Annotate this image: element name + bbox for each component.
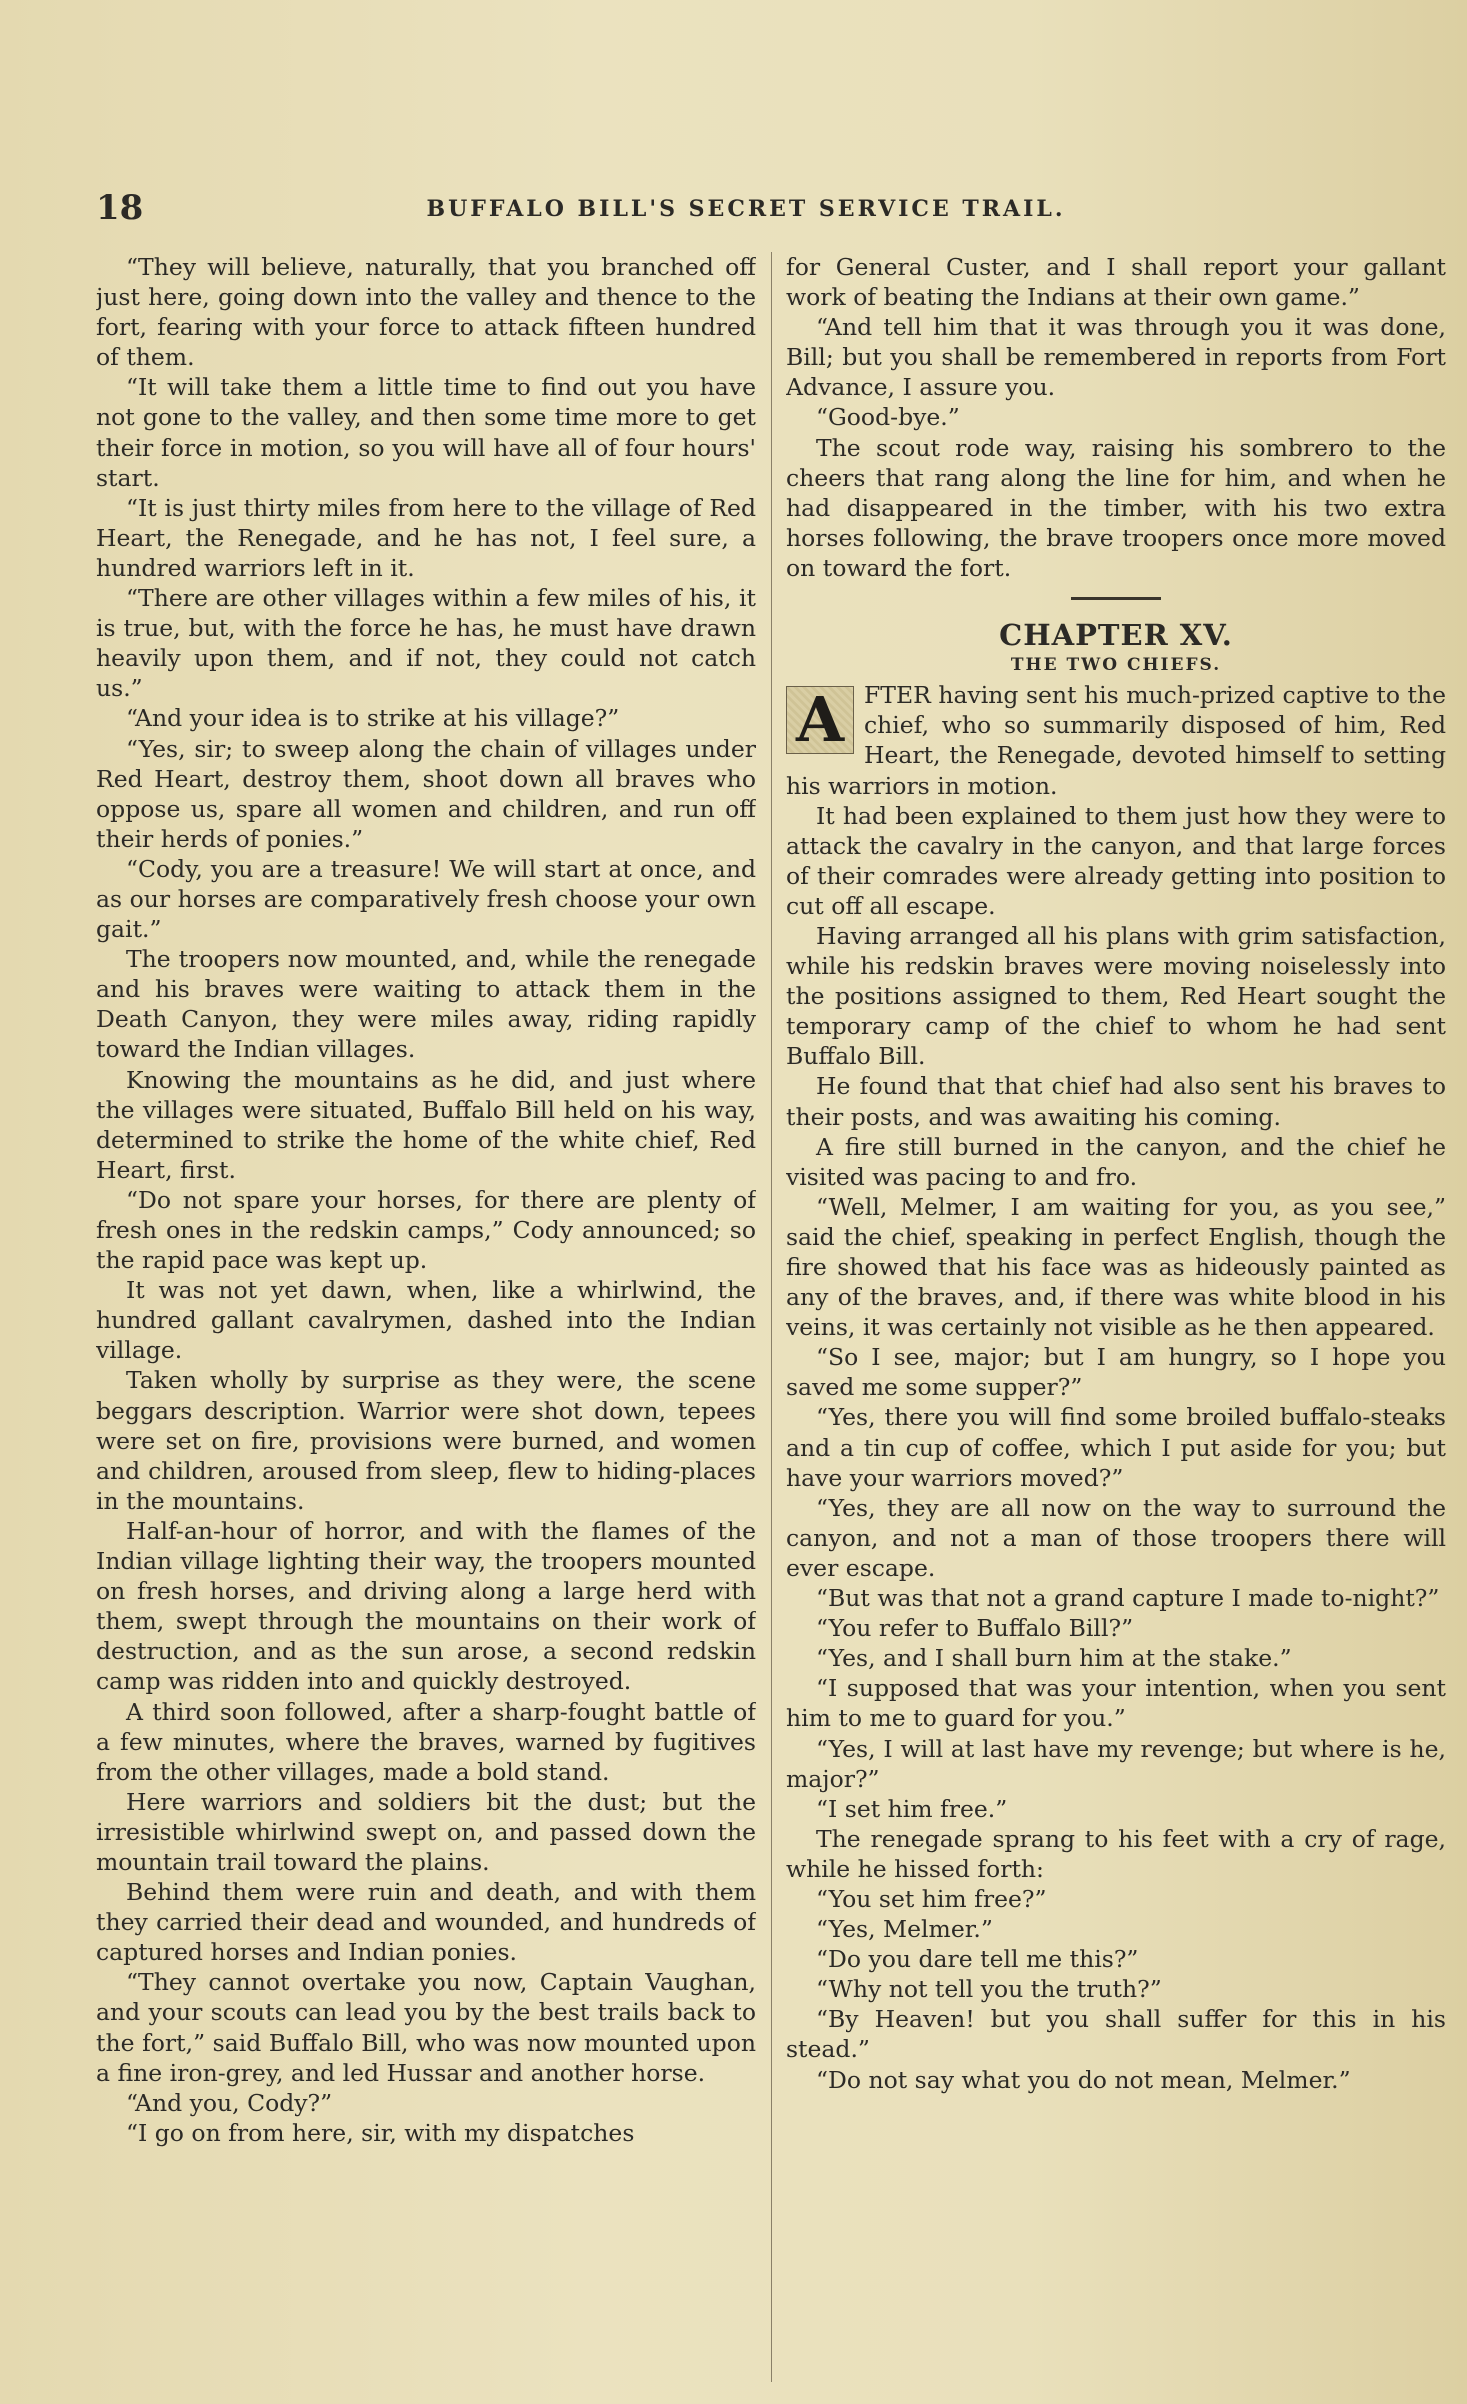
paragraph: “I supposed that was your intention, when you sent him to me to guard for you.” — [786, 1674, 1446, 1733]
paragraph: “Yes, they are all now on the way to surround the canyon, and not a man of those troopers there will ever escape. — [786, 1493, 1446, 1582]
paragraph: “You refer to Buffalo Bill?” — [816, 1614, 1134, 1643]
paragraph: “You set him free?” — [816, 1884, 1047, 1913]
paragraph: The troopers now mounted, and, while the renegade and his braves were waiting to attack them in the Death Canyon, they were miles away, riding rapidly toward the Indian villages. — [96, 945, 756, 1064]
paragraph: It was not yet dawn, when, like a whirlwind, the hundred gallant cavalrymen, dashed into the Indian village. — [96, 1276, 756, 1365]
paragraph: “And tell him that it was through you it was done, Bill; but you shall be remembered in reports from Fort Advance, I assure you. — [786, 313, 1446, 402]
left-column — [96, 252, 756, 2382]
paragraph: “Do not say what you do not mean, Melmer.” — [816, 2065, 1351, 2094]
column-divider — [771, 252, 772, 2382]
paragraph: He found that that chief had also sent his braves to their posts, and was awaiting his coming. — [786, 1072, 1446, 1131]
paragraph: A third soon followed, after a sharp-fought battle of a few minutes, where the braves, warned by fugitives from the other villages, made a bold stand. — [96, 1697, 756, 1786]
paragraph: “Good-bye.” — [816, 403, 960, 432]
paragraph: Behind them were ruin and death, and with them they carried their dead and wounded, and hundreds of captured horses and Indian ponies. — [96, 1878, 756, 1967]
paragraph: Taken wholly by surprise as they were, the scene beggars description. Warrior were shot down, tepees were set on fire, provisions were burned, and women and children, aroused from sleep, flew to hiding-places in the mountains. — [96, 1366, 756, 1515]
paragraph: A fire still burned in the canyon, and the chief he visited was pacing to and fro. — [786, 1132, 1446, 1191]
paragraph: Knowing the mountains as he did, and just where the villages were situated, Buffalo Bill held on his way, determined to strike the home of the white chief, Red Heart, first. — [96, 1065, 756, 1184]
paragraph: “It will take them a little time to find out you have not gone to the valley, and then some time more to get their force in motion, so you will have all of four hours' start. — [96, 373, 756, 492]
paragraph: Having arranged all his plans with grim satisfaction, while his redskin braves were moving noiselessly into the positions assigned to them, Red Heart sought the temporary camp of the chief to whom he had sent Buffalo Bill. — [786, 921, 1446, 1071]
paragraph: “Yes, Melmer.” — [816, 1915, 993, 1944]
paragraph: “But was that not a grand capture I made to-night?” — [816, 1584, 1440, 1613]
drop-cap: A — [786, 686, 854, 754]
paragraph: Here warriors and soldiers bit the dust; but the irresistible whirlwind swept on, and passed down the mountain trail toward the plains. — [96, 1787, 756, 1876]
chapter-heading: CHAPTER XV. — [999, 618, 1233, 653]
right-column — [786, 252, 1446, 2382]
page-header — [96, 188, 1396, 232]
paragraph: “Yes, and I shall burn him at the stake.” — [816, 1644, 1292, 1673]
paragraph: “Yes, there you will find some broiled buffalo-steaks and a tin cup of coffee, which I put aside for you; but have your warriors moved?” — [786, 1403, 1446, 1492]
paragraph: “So I see, major; but I am hungry, so I hope you saved me some supper?” — [786, 1343, 1446, 1402]
paragraph: “Do not spare your horses, for there are plenty of fresh ones in the redskin camps,” Cody announced; so the rapid pace was kept up. — [96, 1185, 756, 1275]
opening-text: FTER having sent his much-prized captive to the chief, who so summarily disposed of him, Red Heart, the Renegade, devoted himself to setting his warriors in motion. — [786, 681, 1446, 800]
paragraph: It had been explained to them just how they were to attack the cavalry in the canyon, and that large forces of their comrades were already getting into position to cut off all escape. — [786, 801, 1446, 920]
chapter-opening-paragraph — [786, 680, 1446, 800]
paragraph: The renegade sprang to his feet with a cry of rage, while he hissed forth: — [786, 1824, 1446, 1883]
chapter-subtitle: THE TWO CHIEFS. — [1010, 655, 1222, 676]
page-number: 18 — [96, 188, 144, 228]
paragraph: “There are other villages within a few miles of his, it is true, but, with the force he has, he must have drawn heavily upon them, and if not, they could not catch us.” — [96, 584, 756, 703]
section-rule — [1071, 597, 1161, 600]
paragraph: “I go on from here, sir, with my dispatches — [126, 2118, 635, 2147]
paragraph: “And your idea is to strike at his village?” — [126, 704, 620, 733]
running-title: BUFFALO BILL'S SECRET SERVICE TRAIL. — [426, 196, 1066, 222]
paragraph: “Yes, I will at last have my revenge; but where is he, major?” — [786, 1734, 1446, 1793]
paragraph: “By Heaven! but you shall suffer for this in his stead.” — [786, 2005, 1446, 2064]
paragraph: Half-an-hour of horror, and with the flames of the Indian village lighting their way, the troopers mounted on fresh horses, and driving along a large herd with them, swept through the mountains on their work of destruction, and as the sun arose, a second redskin camp was ridden into and quickly destroyed. — [96, 1516, 756, 1696]
paragraph: The scout rode way, raising his sombrero to the cheers that rang along the line for him, and when he had disappeared in the timber, with his two extra horses following, the brave troopers once more moved on toward the fort. — [786, 433, 1446, 582]
paragraph: “They cannot overtake you now, Captain Vaughan, and your scouts can lead you by the best trails back to the fort,” said Buffalo Bill, who was now mounted upon a fine iron-grey, and led Hussar and another horse. — [96, 1968, 756, 2087]
paragraph: “Why not tell you the truth?” — [816, 1975, 1162, 2004]
paragraph: “Yes, sir; to sweep along the chain of villages under Red Heart, destroy them, shoot down all braves who oppose us, spare all women and children, and run off their herds of ponies.” — [96, 734, 756, 853]
paragraph: “And you, Cody?” — [126, 2088, 333, 2117]
paragraph: “It is just thirty miles from here to the village of Red Heart, the Renegade, and he has not, I feel sure, a hundred warriors left in it. — [96, 493, 756, 582]
paragraph: “Do you dare tell me this?” — [816, 1945, 1139, 1974]
paragraph: “Cody, you are a treasure! We will start at once, and as our horses are comparatively fresh choose your own gait.” — [96, 854, 756, 944]
paragraph: “Well, Melmer, I am waiting for you, as you see,” said the chief, speaking in perfect English, though the fire showed that his face was as hideously painted as any of the braves, and, if there was white blood in his veins, it was certainly not visible as he then appeared. — [786, 1192, 1446, 1342]
paragraph: “They will believe, naturally, that you branched off just here, going down into the valley and thence to the fort, fearing with your force to attack fifteen hundred of them. — [96, 253, 756, 372]
paragraph: for General Custer, and I shall report your gallant work of beating the Indians at their own game.” — [786, 253, 1446, 312]
paragraph: “I set him free.” — [816, 1794, 1008, 1823]
